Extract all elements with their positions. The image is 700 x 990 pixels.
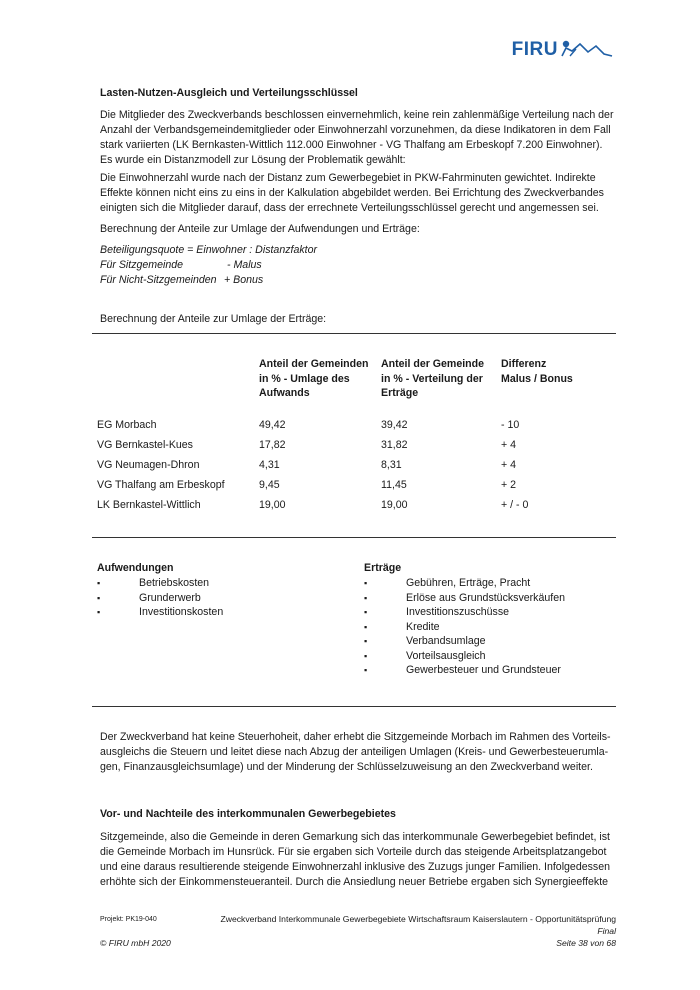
table-cell: 19,00 [259,498,286,511]
formula-value: - Malus [227,259,262,271]
text-line: Anzahl der Verbandsgemeindemitglieder oder Einwohnerzahl vorzunehmen, da diese Indikatoren in dem Fall [100,124,611,136]
project-id: Projekt: PK19-040 [100,916,157,923]
shares-table [97,357,597,518]
table-cell: + / - 0 [501,498,529,511]
bullet-icon: ▪ [97,578,101,588]
paragraph-verteilung [100,108,616,168]
formula-block [100,243,616,288]
table-header-row [97,357,597,401]
header-line: Erträge [381,387,419,399]
table-cell: 39,42 [381,418,408,431]
list-item: ▪ Erlöse aus Grundstücksverkäufen [364,591,565,604]
table-cell: VG Bernkastel-Kues [97,438,193,451]
formula-line: Beteiligungsquote = Einwohner : Distanzfaktor [100,244,318,256]
text-line: und eine daraus resultierende steigende Einwohnerzahl inklusive des Zuzugs junger Familien. Infolgedessen [100,861,610,873]
table-cell: 4,31 [259,458,280,471]
list-item: ▪ Grunderwerb [97,591,201,604]
table-cell: 31,82 [381,438,408,451]
list-item: ▪ Verbandsumlage [364,635,486,647]
document-status: Final [597,926,616,936]
list-item: ▪ Investitionskosten [97,606,224,618]
table-cell: VG Thalfang am Erbeskopf [97,478,225,491]
bullet-icon: ▪ [364,636,368,646]
table-cell: 8,31 [381,458,402,471]
table-cell: + 4 [501,438,517,451]
list-item: ▪ Gewerbesteuer und Grundsteuer [364,664,561,676]
bullet-icon: ▪ [97,607,101,617]
aufwendungen-list [97,561,223,620]
header-line: in % - Umlage des [259,372,350,385]
table-cell: + 2 [501,478,517,491]
logo-figure-icon [560,38,616,60]
paragraph-berechnung: Berechnung der Anteile zur Umlage der Aufwendungen und Erträge: [100,223,420,235]
header-line: Malus / Bonus [501,372,573,385]
text-line: Der Zweckverband hat keine Steuerhoheit, daher erhebt die Sitzgemeinde Morbach im Rahmen des Vorteils- [100,731,611,743]
divider [92,537,616,538]
text-line: Sitzgemeinde, also die Gemeinde in deren Gemarkung sich das interkommunale Gewerbegebiet befindet, ist [100,831,610,843]
paragraph-ertraege: Berechnung der Anteile zur Umlage der Erträge: [100,313,327,325]
formula-label: Für Nicht-Sitzgemeinden [100,274,217,286]
formula-label: Für Sitzgemeinde [100,259,184,271]
text-line: Die Mitglieder des Zweckverbands beschlossen einvernehmlich, keine rein zahlenmäßige Verteilung nach der [100,109,614,121]
table-row [97,478,597,498]
text-line: Es wurde ein Distanzmodell zur Lösung der Problematik gewählt: [100,154,406,166]
list-item: ▪ Gebühren, Erträge, Pracht [364,577,531,589]
table-cell: 49,42 [259,418,286,431]
document-title: Zweckverband Interkommunale Gewerbegebiete Wirtschaftsraum Kaiserslautern - Opportunitätsprüfung [220,914,616,924]
text-line: einigten sich die Mitglieder darauf, dass der errechnete Verteilungsschlüssel gerecht und angemessen sei. [100,202,599,214]
ertraege-list [364,561,565,678]
table-header [259,357,381,401]
bullet-icon: ▪ [364,592,368,603]
logo-text: FIRU [511,38,558,60]
text-line: gen, Finanzausgleichsumlage) und der Minderung der Schlüsselzuweisung an den Zweckverband weiter. [100,761,593,773]
table-cell: 17,82 [259,438,286,451]
table-cell: 9,45 [259,478,280,491]
section-heading-lasten: Lasten-Nutzen-Ausgleich und Verteilungsschlüssel [100,87,358,99]
table-header [501,357,597,401]
table-cell: + 4 [501,458,517,471]
table-row [97,498,597,518]
header-line: in % - Verteilung der [381,372,483,385]
page-footer [100,914,616,950]
header-line: Anteil der Gemeinde [381,358,485,370]
firu-logo [512,38,616,60]
table-cell: EG Morbach [97,418,157,431]
table-row [97,438,597,458]
table-cell: 11,45 [381,478,407,491]
list-title: Erträge [364,562,402,574]
bullet-icon: ▪ [364,578,368,588]
list-item: ▪ Kredite [364,620,440,633]
header-line: Anteil der Gemeinden [259,358,369,370]
table-cell: LK Bernkastel-Wittlich [97,498,201,511]
table-cell: 19,00 [381,498,408,511]
bullet-icon: ▪ [364,665,368,675]
text-line: erhöhte sich der Einkommensteueranteil. Durch die Ansiedlung neuer Betriebe ergaben sich Synergieeffekte [100,876,609,888]
list-title: Aufwendungen [97,562,174,574]
paragraph-steuerhoheit [100,730,616,775]
list-item: ▪ Vorteilsausgleich [364,649,486,662]
list-item: ▪ Investitionszuschüsse [364,606,510,618]
text-line: Die Einwohnerzahl wurde nach der Distanz zum Gewerbegebiet in PKW-Fahrminuten gewichtet. Indirekte [100,172,596,184]
table-header [97,357,259,401]
header-line: Differenz [501,358,547,370]
bullet-icon: ▪ [97,592,101,603]
paragraph-sitzgemeinde [100,830,616,890]
table-header [381,357,501,401]
text-line: stark variierten (LK Bernkasten-Wittlich 112.000 Einwohner - VG Thalfang am Erbeskopf 7.200 Einwohner). [100,139,603,151]
table-row [97,418,597,438]
table-row [97,458,597,478]
section-heading-vor-nachteile: Vor- und Nachteile des interkommunalen Gewerbegebietes [100,808,396,820]
bullet-icon: ▪ [364,607,368,617]
paragraph-distanz [100,171,616,216]
page-number: Seite 38 von 68 [556,938,616,948]
table-cell: - 10 [501,418,520,431]
bullet-icon: ▪ [364,650,368,661]
header-line: Aufwands [259,387,310,399]
text-line: ausgleichs die Steuern und leitet diese nach Abzug der anteiligen Umlagen (Kreis- und Gewerbesteuerumla- [100,746,609,758]
text-line: die Gemeinde Morbach im Hunsrück. Für sie ergaben sich Vorteile durch das steigende Arbeitsplatzangebot [100,846,607,858]
copyright: © FIRU mbH 2020 [100,938,171,948]
list-item: ▪ Betriebskosten [97,577,210,589]
bullet-icon: ▪ [364,621,368,632]
text-line: Effekte können nicht eins zu eins in der Kalkulation abgebildet werden. Bei Errichtung des Zweckverbandes [100,187,604,199]
formula-value: + Bonus [224,274,264,286]
table-cell: VG Neumagen-Dhron [97,458,200,471]
divider [92,706,616,707]
divider [92,333,616,334]
